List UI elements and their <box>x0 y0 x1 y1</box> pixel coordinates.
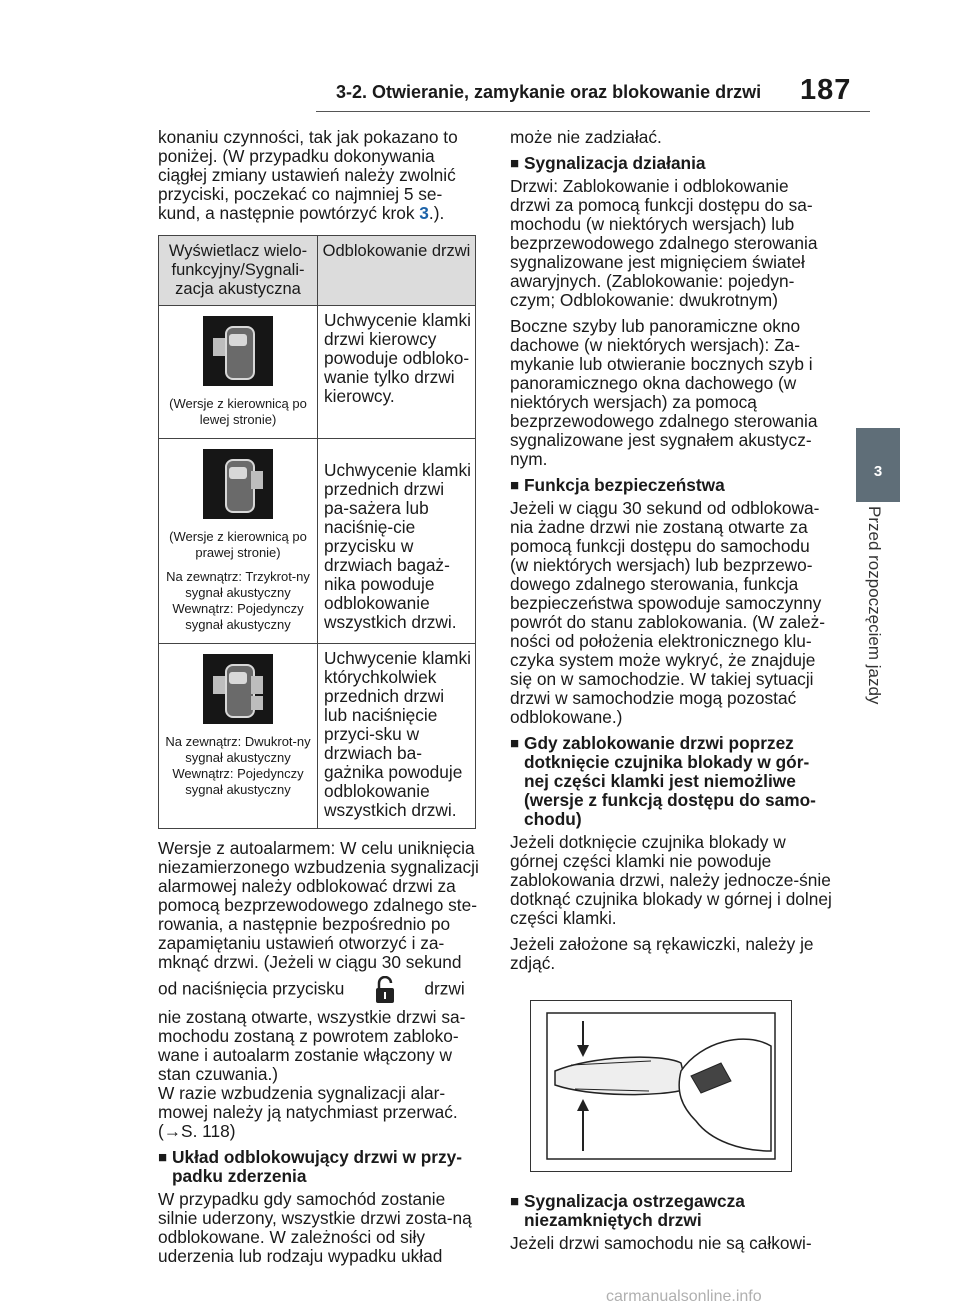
row3-icon-cell <box>159 644 318 829</box>
sensor-paragraph-1: Jeżeli dotknięcie czujnika blokady w górnej części klamki nie powoduje zablokowania drzwi, należy jednocze-śnie dotknąć czujnika blokady w górnej i dolnej części klamki. <box>510 832 832 928</box>
table-head-left: Wyświetlacz wielo-funkcyjny/Sygnali-zacja akustyczna <box>159 236 318 306</box>
section-heading <box>158 1148 480 1186</box>
section-heading <box>510 154 832 173</box>
bullet-square-icon: ■ <box>158 1149 168 1166</box>
alarm-text-b: drzwi <box>424 978 465 999</box>
alarm-text-a: od naciśnięcia przycisku <box>158 978 345 999</box>
unlock-settings-table <box>158 235 476 829</box>
unlock-button-icon <box>374 976 396 1004</box>
intro-tail: .). <box>428 203 445 223</box>
section-heading <box>510 734 832 829</box>
alarm-paragraph-2 <box>158 976 480 1004</box>
row1-text: Uchwycenie klamki drzwi kierowcy powoduje odbloko-wanie tylko drzwi kierowcy. <box>318 306 476 439</box>
crash-heading: Układ odblokowujący drzwi w przy-padku zderzenia <box>172 1147 462 1186</box>
signal-paragraph-1: Drzwi: Zablokowanie i odblokowanie drzwi za pomocą funkcji dostępu do sa-mochodu (w niektórych wersjach) lub bezprzewodowego zdalnego sterowania sygnalizowane jest mignięciem świateł awaryjnych. (Zablokowanie: pojedyn-czym; Odblokowanie: dwukrotnym) <box>510 176 818 310</box>
bullet-square-icon: ■ <box>510 155 520 172</box>
chapter-tab <box>856 428 900 502</box>
row2-icon-cell <box>159 439 318 644</box>
bullet-square-icon: ■ <box>510 1193 520 1210</box>
section-title: 3-2. Otwieranie, zamykanie oraz blokowanie drzwi <box>336 82 762 102</box>
door-handle-illustration <box>530 1000 792 1172</box>
car-all-doors-icon <box>203 654 273 724</box>
alarm-paragraph-3: nie zostaną otwarte, wszystkie drzwi sa-mochodu zostaną z powrotem zabloko-wane i autoalarm zostanie włączony w stan czuwania.) <box>158 1007 466 1084</box>
sensor-heading: Gdy zablokowanie drzwi poprzez dotknięcie czujnika blokady w gór-nej części klamki jest niemożliwe (wersje z funkcją dostępu do samo-chodu) <box>524 733 816 829</box>
row3-text: Uchwycenie klamki którychkolwiek przednich drzwi lub naciśnięcie przyci-sku w drzwiach ba-gażnika powoduje odblokowanie wszystkich drzwi. <box>318 644 476 829</box>
signal-heading: Sygnalizacja działania <box>524 153 706 173</box>
watermark: carmanualsonline.info <box>606 1288 762 1305</box>
table-head-right: Odblokowanie drzwi <box>318 236 476 306</box>
bullet-square-icon: ■ <box>510 477 520 494</box>
car-door-icon <box>203 449 273 519</box>
sensor-paragraph-2: Jeżeli założone są rękawiczki, należy je zdjąć. <box>510 934 814 973</box>
row2-caption: (Wersje z kierownicą po prawej stronie) <box>169 529 307 560</box>
intro-text: konaniu czynności, tak jak pokazano to poniżej. (W przypadku dokonywania ciągłej zmiany ustawień należy zwolnić przyciski, poczekać co najmniej 5 se-kund, a następnie powtórzyć krok <box>158 127 458 223</box>
alarm-paragraph-4: W razie wzbudzenia sygnalizacji alar-mowej należy ją natychmiast przerwać. (→S. 118) <box>158 1083 458 1141</box>
row2-text: Uchwycenie klamki przednich drzwi pa-sażera lub naciśnię-cie przycisku w drzwiach bagaż-nika powoduje odblokowanie wszystkich drzwi. <box>318 439 476 644</box>
section-heading <box>510 1192 832 1230</box>
chapter-number: 3 <box>873 463 883 480</box>
warning-paragraph: Jeżeli drzwi samochodu nie są całkowi- <box>510 1233 812 1253</box>
header-rule <box>316 111 870 112</box>
warning-heading: Sygnalizacja ostrzegawcza niezamkniętych drzwi <box>524 1191 745 1230</box>
right-column <box>510 128 832 1260</box>
continued-text: może nie zadziałać. <box>510 127 662 147</box>
row1-icon-cell <box>159 306 318 439</box>
left-column <box>158 128 480 1273</box>
safety-paragraph: Jeżeli w ciągu 30 sekund od odblokowa-nia żadne drzwi nie zostaną otwarte za pomocą funkcji dostępu do samochodu (w niektórych wersjach) lub bezprzewo-dowego zdalnego sterowania, funkcja bezpieczeństwa spowoduje samoczynny powrót do stanu zablokowania. (W zależ-ności od położenia elektronicznego klu-czyka system może wykryć, że znajduje się on w samochodzie. W takiej sytuacji drzwi w samochodzie mogą pozostać odblokowane.) <box>510 498 826 727</box>
section-heading <box>510 476 832 495</box>
signal-paragraph-2: Boczne szyby lub panoramiczne okno dachowe (w niektórych wersjach): Za-mykanie lub otwieranie bocznych szyb i panoramicznego okna dachowego (w niektórych wersjach) za pomocą bezprzewodowego zdalnego sterowania sygnalizowane jest sygnałem akustycz-nym. <box>510 316 818 469</box>
row3-signal: Na zewnątrz: Dwukrot-ny sygnał akustyczny Wewnątrz: Pojedynczy sygnał akustyczny <box>165 734 311 797</box>
alarm-paragraph-1: Wersje z autoalarmem: W celu uniknięcia niezamierzonego wzbudzenia sygnalizacji alarmowej należy odblokować drzwi za pomocą bezprzewodowego zdalnego ste-rowania, a następnie bezpośrednio po zapamiętaniu ustawień otworzyć i za-mknąć drzwi. (Jeżeli w ciągu 30 sekund <box>158 838 479 972</box>
bullet-square-icon: ■ <box>510 735 520 752</box>
car-door-icon <box>203 316 273 386</box>
page-number: 187 <box>800 74 852 106</box>
step-ref: 3 <box>419 203 429 223</box>
row1-caption: (Wersje z kierownicą po lewej stronie) <box>169 396 307 427</box>
chapter-title: Przed rozpoczęciem jazdy <box>865 506 884 705</box>
row2-signal: Na zewnątrz: Trzykrot-ny sygnał akustyczny Wewnątrz: Pojedynczy sygnał akustyczny <box>166 569 310 632</box>
intro-paragraph <box>158 128 480 223</box>
crash-paragraph: W przypadku gdy samochód zostanie silnie uderzony, wszystkie drzwi zosta-ną odblokowane. W zależności od siły uderzenia lub rodzaju wypadku układ <box>158 1189 472 1266</box>
safety-heading: Funkcja bezpieczeństwa <box>524 475 725 495</box>
